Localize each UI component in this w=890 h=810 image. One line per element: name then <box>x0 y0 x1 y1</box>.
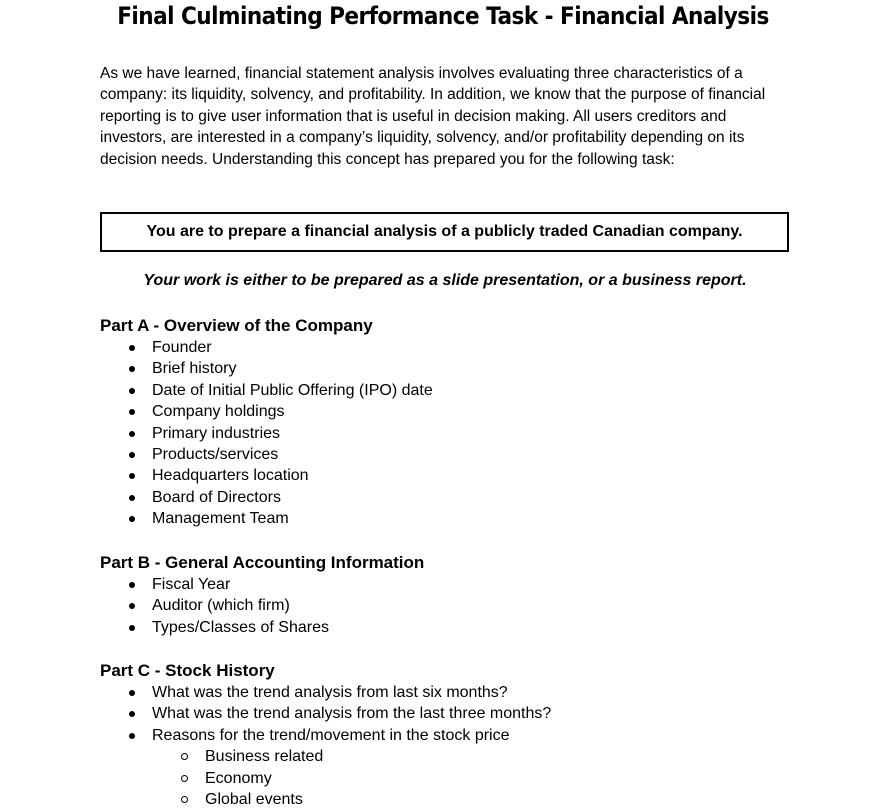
part-c-list <box>100 682 551 746</box>
list-item: Board of Directors <box>100 487 433 508</box>
part-a-section <box>100 315 433 530</box>
list-item: Products/services <box>100 444 433 465</box>
list-item: Fiscal Year <box>100 574 424 595</box>
part-c-section <box>100 660 551 810</box>
intro-paragraph: As we have learned, financial statement analysis involves evaluating three characteristics of a company: its liquidity, solvency, and profitability. In addition, we know that the purpose of financial reporting is to give user information that is useful in decision making. All users creditors and investors, are interested in a company’s liquidity, solvency, and/or profitability depending on its decision needs. Understanding this concept has prepared you for the following task: <box>100 65 766 168</box>
list-item: Types/Classes of Shares <box>100 617 424 638</box>
list-item: Reasons for the trend/movement in the stock price <box>100 725 551 746</box>
list-item: Primary industries <box>100 423 433 444</box>
sub-list-item: Business related <box>100 746 551 767</box>
list-item: Auditor (which firm) <box>100 595 424 616</box>
format-note: Your work is either to be prepared as a slide presentation, or a business report. <box>143 272 747 289</box>
part-a-heading: Part A - Overview of the Company <box>100 316 373 335</box>
part-b-heading: Part B - General Accounting Information <box>100 553 425 572</box>
list-item: Date of Initial Public Offering (IPO) date <box>100 380 433 401</box>
list-item: What was the trend analysis from the last three months? <box>100 703 551 724</box>
part-a-list <box>100 337 433 530</box>
task-statement-box <box>100 212 789 252</box>
task-statement: You are to prepare a financial analysis of a publicly traded Canadian company. <box>146 223 743 240</box>
part-b-section <box>100 552 424 638</box>
sub-list-item: Global events <box>100 789 551 810</box>
part-c-heading: Part C - Stock History <box>100 661 275 680</box>
list-item: Company holdings <box>100 401 433 422</box>
list-item: Headquarters location <box>100 465 433 486</box>
list-item: What was the trend analysis from last six months? <box>100 682 551 703</box>
list-item: Management Team <box>100 508 433 529</box>
part-b-list <box>100 574 424 638</box>
page-title: Final Culminating Performance Task - Financial Analysis <box>117 2 769 30</box>
sub-list-item: Economy <box>100 768 551 789</box>
list-item: Founder <box>100 337 433 358</box>
list-item: Brief history <box>100 358 433 379</box>
part-c-sub-list <box>100 746 551 810</box>
